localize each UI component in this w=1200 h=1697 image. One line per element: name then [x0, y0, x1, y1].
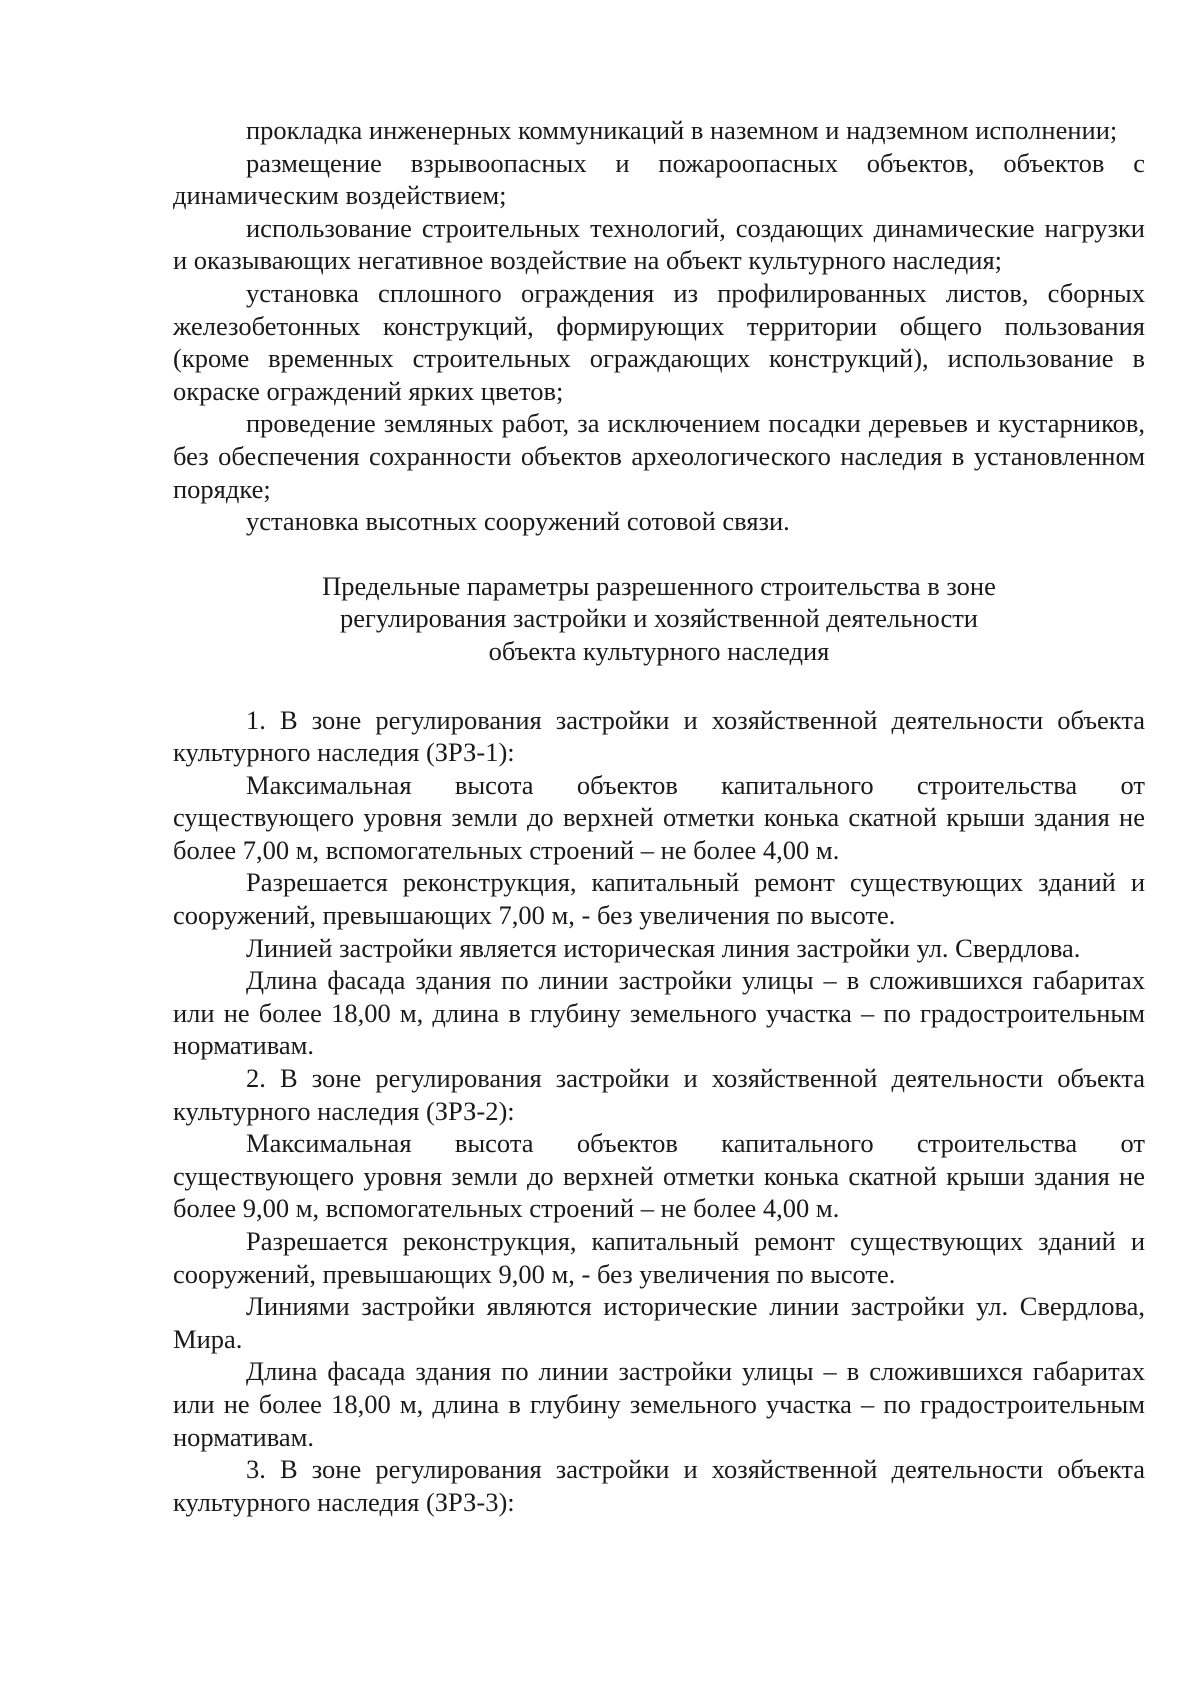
- paragraph-zone-2-max-height: Максимальная высота объектов капитального строительства от существующего уровня земли до верхней отметки конька скатной крыши здания не более 9,00 м, вспомогательных строений – не более 4,00 м.: [173, 1128, 1145, 1224]
- paragraph-zone-1-max-height: Максимальная высота объектов капитального строительства от существующего уровня земли до верхней отметки конька скатной крыши здания не более 7,00 м, вспомогательных строений – не более 4,00 м.: [173, 769, 1145, 865]
- section-title-line: регулирования застройки и хозяйственной деятельности: [340, 603, 978, 634]
- paragraph-explosive-objects: размещение взрывоопасных и пожароопасных объектов, объектов с динамическим воздействием;: [173, 147, 1145, 211]
- paragraph-zone-2-facade-length: Длина фасада здания по линии застройки улицы – в сложившихся габаритах или не более 18,00 м, длина в глубину земельного участка – по градостроительным нормативам.: [173, 1356, 1145, 1452]
- paragraph-zone-1-reconstruction: Разрешается реконструкция, капитальный ремонт существующих зданий и сооружений, превышающих 7,00 м, - без увеличения по высоте.: [173, 867, 1145, 931]
- paragraph-construction-technologies: использование строительных технологий, создающих динамические нагрузки и оказывающих негативное воздействие на объект культурного наследия;: [173, 212, 1145, 276]
- paragraph-zone-1-heading: 1. В зоне регулирования застройки и хозяйственной деятельности объекта культурного наследия (ЗРЗ-1):: [173, 704, 1145, 768]
- paragraph-fencing: установка сплошного ограждения из профилированных листов, сборных железобетонных конструкций, формирующих территории общего пользования (кроме временных строительных ограждающих конструкций), использование в окраске ограждений ярких цветов;: [173, 277, 1145, 406]
- section-title-line: объекта культурного наследия: [488, 635, 830, 666]
- paragraph-zone-1-building-line: Линией застройки является историческая линия застройки ул. Свердлова.: [246, 932, 1081, 963]
- paragraph-zone-1-facade-length: Длина фасада здания по линии застройки улицы – в сложившихся габаритах или не более 18,00 м, длина в глубину земельного участка – по градостроительным нормативам.: [173, 965, 1145, 1061]
- paragraph-earthworks: проведение земляных работ, за исключением посадки деревьев и кустарников, без обеспечения сохранности объектов археологического наследия в установленном порядке;: [173, 408, 1145, 504]
- section-title: [173, 570, 1145, 668]
- document-body: [173, 114, 1145, 1518]
- paragraph-utilities: прокладка инженерных коммуникаций в наземном и надземном исполнении;: [246, 115, 1118, 145]
- paragraph-zone-3-heading: 3. В зоне регулирования застройки и хозяйственной деятельности объекта культурного наследия (ЗРЗ-3):: [173, 1454, 1145, 1517]
- paragraph-zone-2-reconstruction: Разрешается реконструкция, капитальный ремонт существующих зданий и сооружений, превышающих 9,00 м, - без увеличения по высоте.: [173, 1226, 1145, 1289]
- paragraph-cell-towers: установка высотных сооружений сотовой связи.: [246, 506, 790, 537]
- paragraph-zone-2-heading: 2. В зоне регулирования застройки и хозяйственной деятельности объекта культурного наследия (ЗРЗ-2):: [173, 1063, 1145, 1126]
- section-title-line: Предельные параметры разрешенного строительства в зоне: [322, 570, 996, 601]
- paragraph-zone-2-building-lines: Линиями застройки являются исторические линии застройки ул. Свердлова, Мира.: [173, 1291, 1145, 1354]
